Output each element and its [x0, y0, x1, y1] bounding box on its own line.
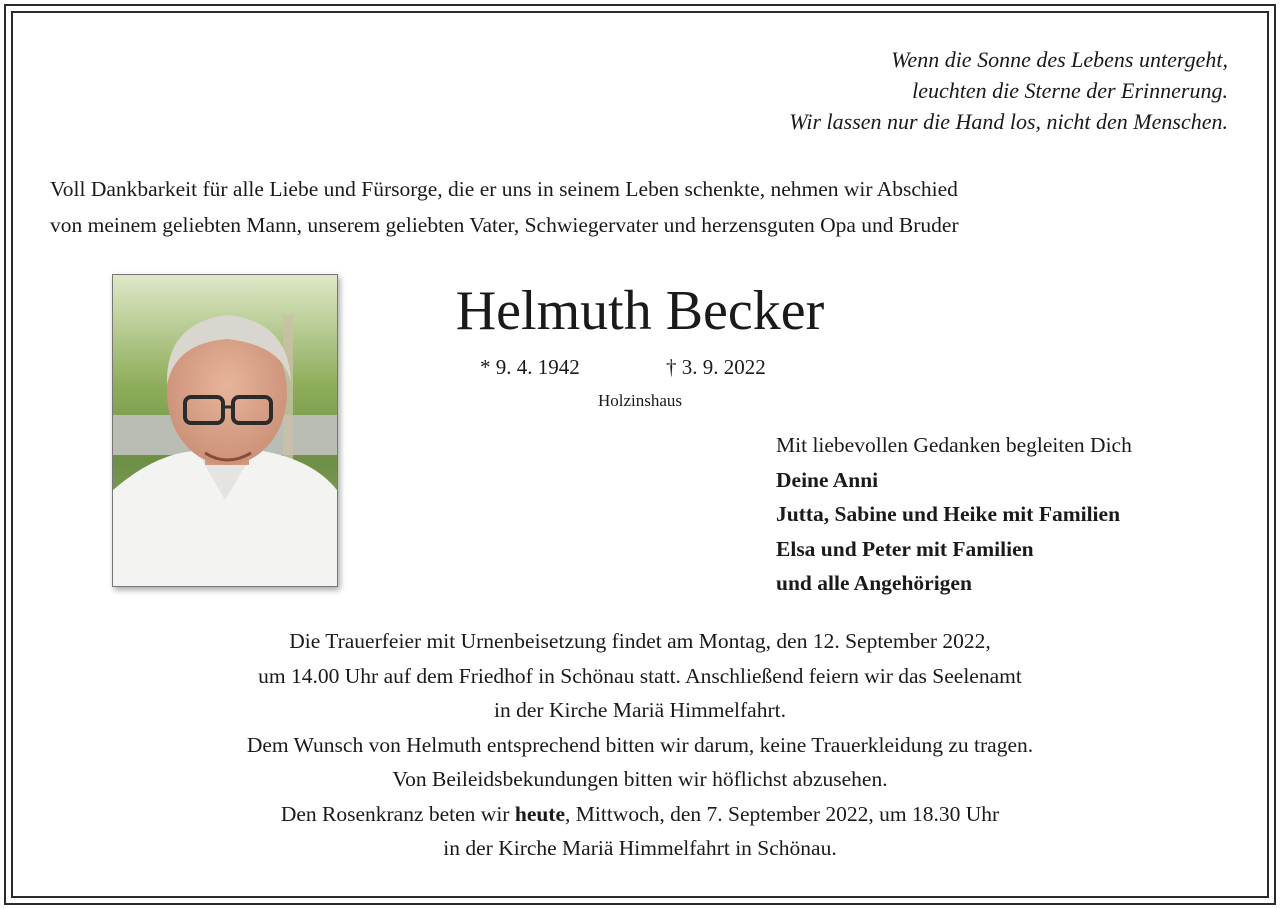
info-line: Die Trauerfeier mit Urnenbeisetzung findet am Montag, den 12. September 2022, [289, 629, 991, 653]
info-line-pre: Den Rosenkranz beten wir [280, 801, 515, 826]
motto-line: leuchten die Sterne der Erinnerung. [912, 78, 1228, 103]
hometown: Holzinshaus [597, 391, 683, 410]
portrait-photo [112, 274, 338, 587]
motto-line: Wir lassen nur die Hand los, nicht den Menschen. [789, 109, 1228, 134]
info-line: Von Beileidsbekundungen bitten wir höflichst abzusehen. [392, 767, 888, 791]
mourners-block [776, 428, 1132, 601]
info-line: in der Kirche Mariä Himmelfahrt. [494, 698, 786, 722]
info-line [40, 797, 1240, 832]
intro-line: Voll Dankbarkeit für alle Liebe und Fürsorge, die er uns in seinem Leben schenkte, nehmen wir Abschied [50, 177, 958, 201]
deceased-name: Helmuth Becker [455, 280, 825, 342]
mourner-name: Elsa und Peter mit Familien [776, 536, 1034, 561]
info-line: in der Kirche Mariä Himmelfahrt in Schönau. [443, 836, 837, 860]
intro-text [50, 171, 1240, 243]
info-line-post: , Mittwoch, den 7. September 2022, um 18.30 Uhr [565, 801, 1000, 826]
mourners-lead: Mit liebevollen Gedanken begleiten Dich [776, 433, 1132, 457]
mourner-name: Deine Anni [776, 467, 879, 492]
motto-line: Wenn die Sonne des Lebens untergeht, [891, 47, 1228, 72]
birth-date: * 9. 4. 1942 [480, 355, 580, 379]
funeral-info [40, 624, 1240, 866]
death-date: † 3. 9. 2022 [666, 355, 766, 379]
info-line-bold: heute [514, 801, 566, 826]
mourner-name: und alle Angehörigen [776, 571, 972, 595]
motto-verse [789, 44, 1228, 137]
mourner-name: Jutta, Sabine und Heike mit Familien [776, 502, 1121, 526]
info-line: um 14.00 Uhr auf dem Friedhof in Schönau statt. Anschließend feiern wir das Seelenamt [258, 663, 1022, 688]
intro-line: von meinem geliebten Mann, unserem geliebten Vater, Schwiegervater und herzensguten Opa und Bruder [50, 213, 959, 237]
info-line: Dem Wunsch von Helmuth entsprechend bitten wir darum, keine Trauerkleidung zu tragen. [246, 732, 1034, 757]
portrait-illustration [113, 275, 337, 586]
